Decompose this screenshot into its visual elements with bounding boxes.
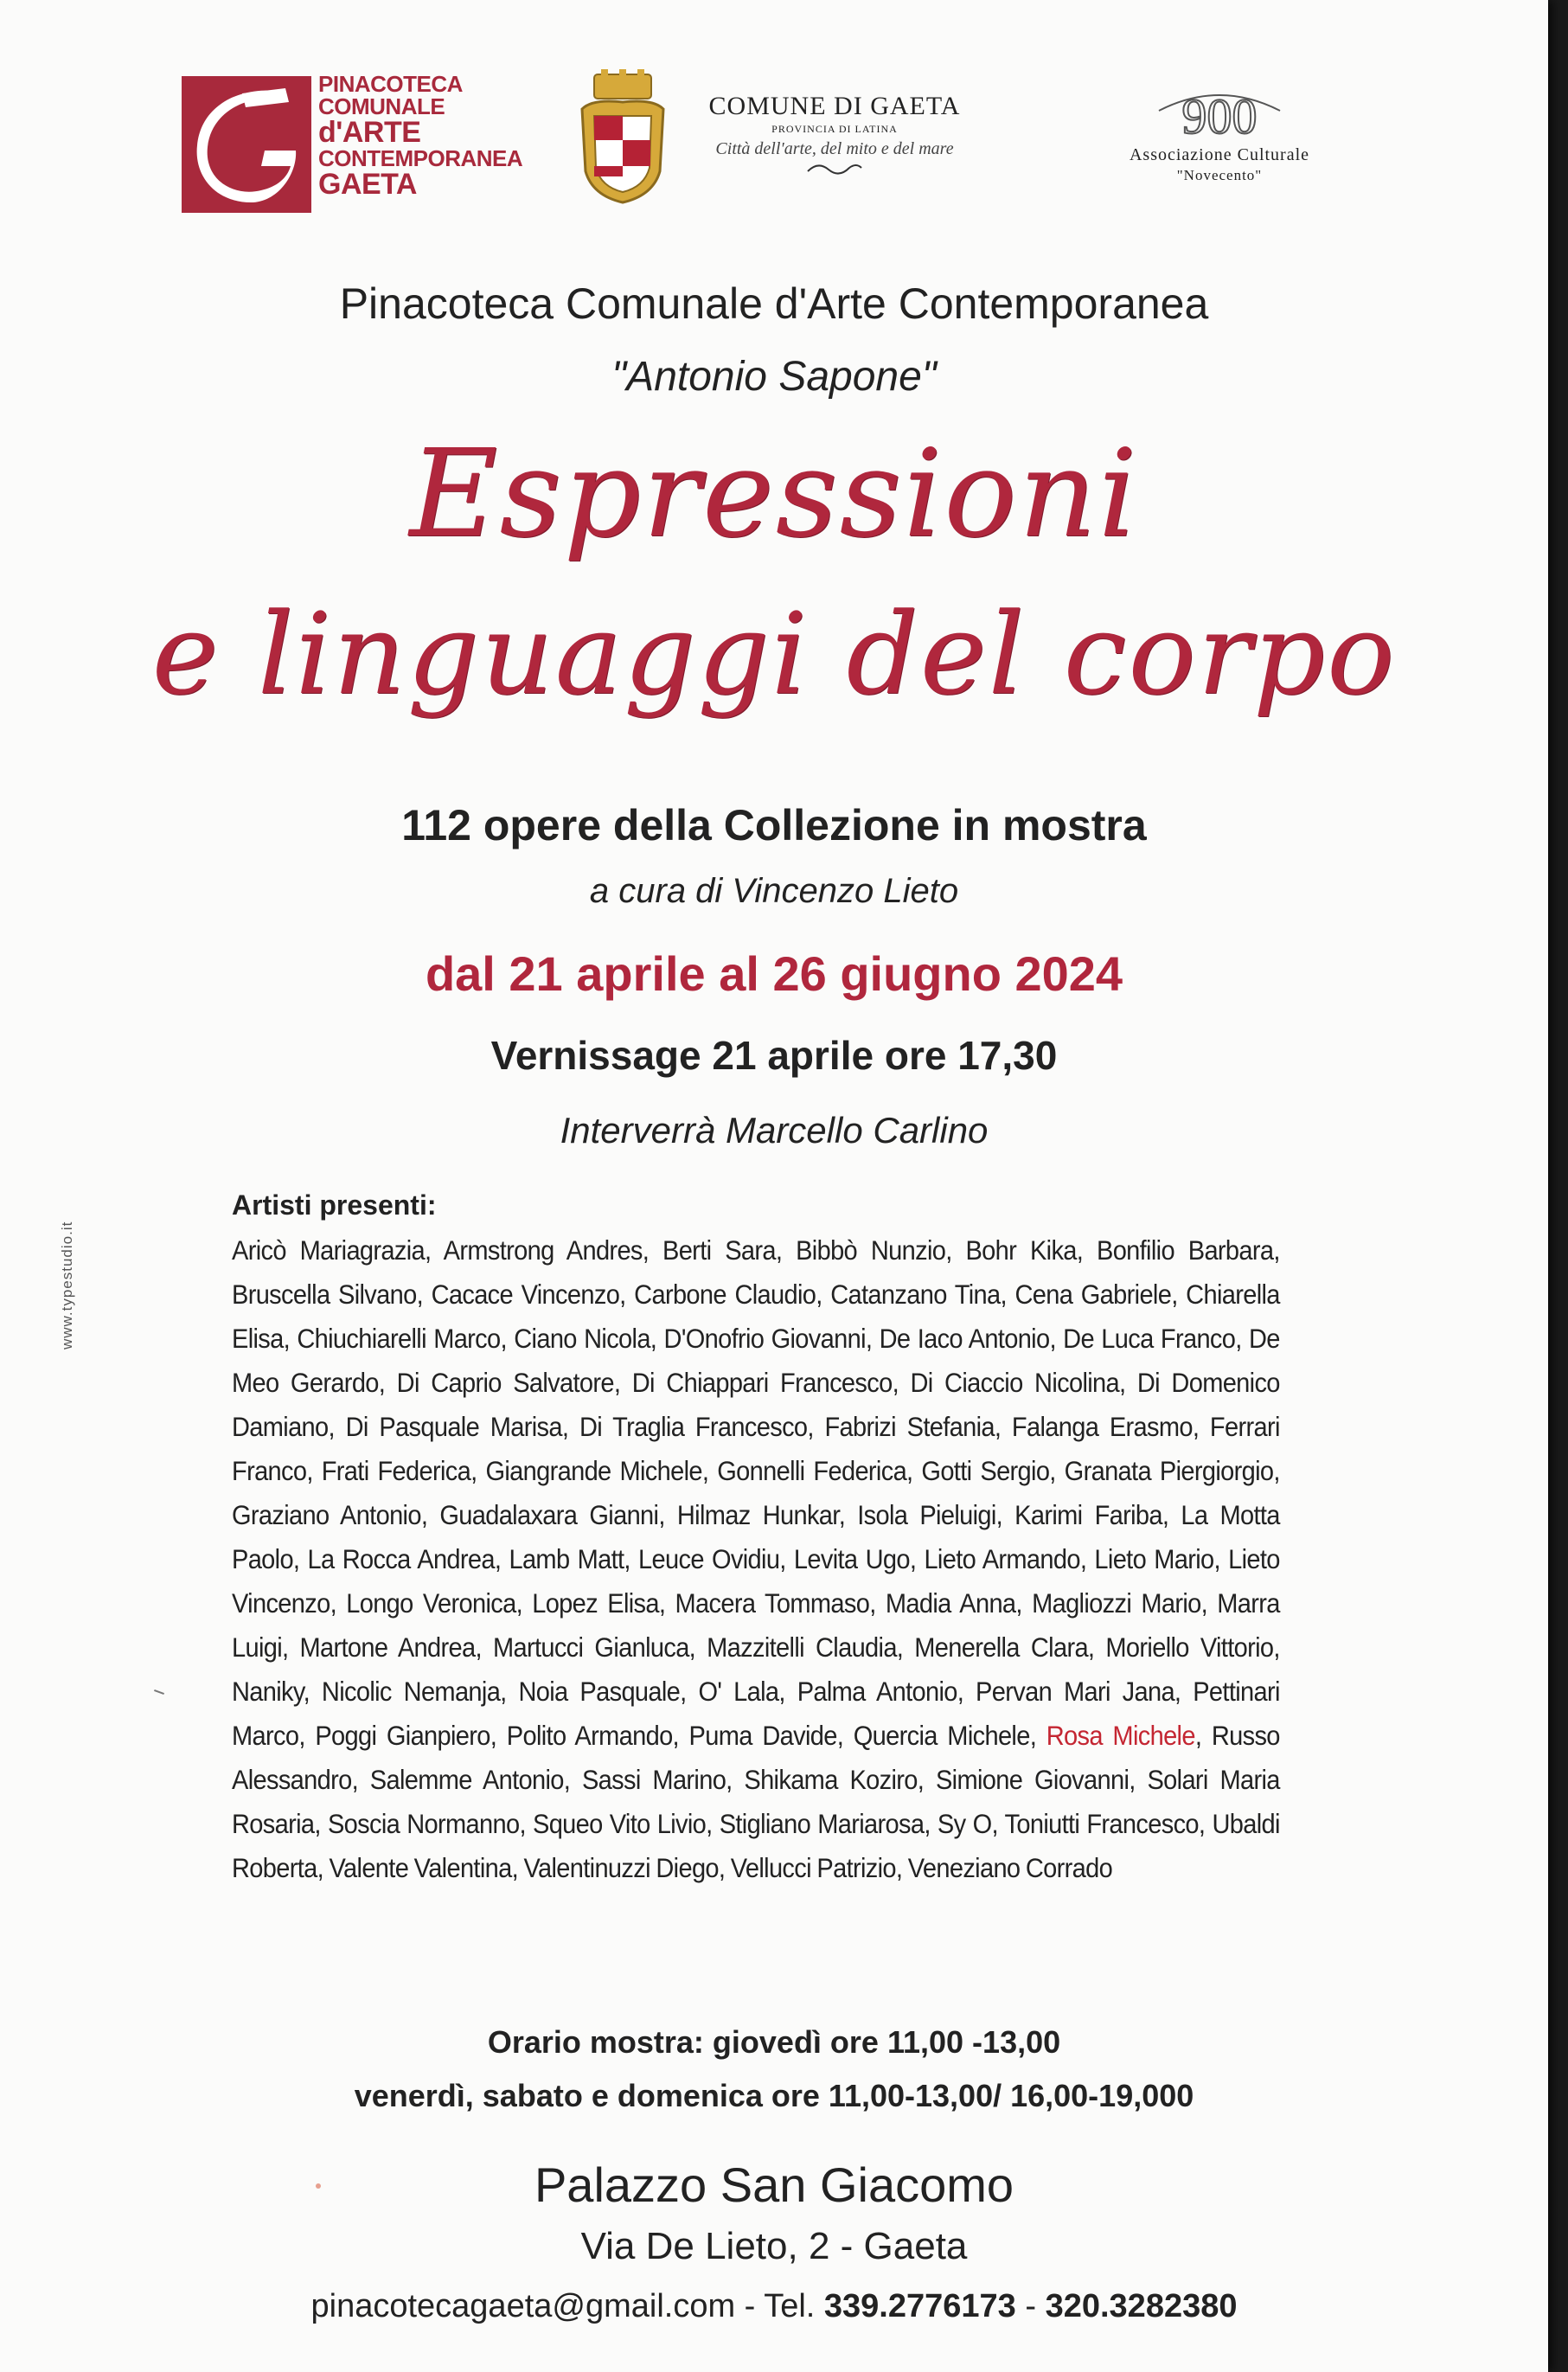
pinacoteca-logo-mark (182, 76, 311, 213)
speaker: Interverrà Marcello Carlino (560, 1110, 989, 1151)
artists-section (232, 1189, 1280, 1890)
wave-icon (804, 159, 865, 178)
institution-title: Pinacoteca Comunale d'Arte Contemporanea (339, 279, 1209, 328)
associazione-logo (1090, 85, 1349, 184)
contact-email[interactable]: pinacotecagaeta@gmail.com (310, 2288, 736, 2324)
print-dot (316, 2183, 321, 2189)
novecento-number: 900 (1181, 88, 1258, 144)
contact-phone1[interactable]: 339.2776173 (823, 2288, 1016, 2324)
comune-province: PROVINCIA DI LATINA (771, 123, 898, 135)
hours-line2: venerdì, sabato e domenica ore 11,00-13,00/ 16,00-19,000 (354, 2078, 1194, 2113)
artists-list-part: , Russo Alessandro, Salemme Antonio, Sassi Marino, Shikama Koziro, Simione Giovanni, Solari Maria Rosaria, Soscia Normanno, Squeo Vito Livio, Stigliano Mariarosa, Sy O, Toniutti Francesco, Ubaldi Roberta, Valente Valentina, Valentinuzzi Diego, Vellucci Patrizio, Veneziano Corrado (232, 1721, 1280, 1883)
logo-line: d'ARTE (318, 116, 421, 149)
contact-phone2[interactable]: 320.3282380 (1045, 2288, 1238, 2324)
exhibition-curator: a cura di Vincenzo Lieto (589, 872, 959, 910)
pinacoteca-logo-text (318, 71, 523, 201)
contact-separator: - (1015, 2288, 1046, 2324)
print-mark (154, 1689, 164, 1695)
gaeta-crest-icon (575, 69, 670, 208)
artists-list-part: Aricò Mariagrazia, Armstrong Andres, Berti Sara, Bibbò Nunzio, Bohr Kika, Bonfilio Barbara, Bruscella Silvano, Cacace Vincenzo, Carbone Claudio, Catanzano Tina, Cena Gabriele, Chiarella Elisa, Chiuchiarelli Marco, Ciano Nicola, D'Onofrio Giovanni, De Iaco Antonio, De Luca Franco, De Meo Gerardo, Di Caprio Salvatore, Di Chiappari Francesco, Di Ciaccio Nicolina, Di Domenico Damiano, Di Pasquale Marisa, Di Traglia Francesco, Fabrizi Stefania, Falanga Erasmo, Ferrari Franco, Frati Federica, Giangrande Michele, Gonnelli Federica, Gotti Sergio, Granata Piergiorgio, Graziano Antonio, Guadalaxara Gianni, Hilmaz Hunkar, Isola Pieluigi, Karimi Fariba, La Motta Paolo, La Rocca Andrea, Lamb Matt, Leuce Ovidiu, Levita Ugo, Lieto Armando, Lieto Mario, Lieto Vincenzo, Longo Veronica, Lopez Elisa, Macera Tommaso, Madia Anna, Magliozzi Mario, Marra Luigi, Martone Andrea, Martucci Gianluca, Mazzitelli Claudia, Menerella Clara, Moriello Vittorio, Naniky, Nicolic Nemanja, Noia Pasquale, O' Lala, Palma Antonio, Pervan Mari Jana, Pettinari Marco, Poggi Gianpiero, Polito Armando, Puma Davide, Quercia Michele, (232, 1235, 1280, 1751)
venue-address: Via De Lieto, 2 - Gaeta (580, 2225, 968, 2267)
assoc-line1: Associazione Culturale (1129, 145, 1310, 164)
artists-highlighted-name: Rosa Michele (1046, 1721, 1195, 1751)
comune-motto: Città dell'arte, del mito e del mare (715, 139, 954, 158)
logo-line: CONTEMPORANEA (318, 145, 523, 171)
assoc-line2: "Novecento" (1176, 167, 1263, 183)
comune-logo-text (683, 92, 986, 183)
contact-line (0, 2288, 1548, 2325)
venue-name: Palazzo San Giacomo (534, 2157, 1014, 2212)
exhibition-subtitle: 112 opere della Collezione in mostra (401, 801, 1147, 849)
artists-heading: Artisti presenti: (232, 1189, 437, 1221)
logo-line: COMUNALE (318, 93, 445, 119)
institution-dedication: "Antonio Sapone" (611, 354, 937, 400)
pinacoteca-logo (182, 71, 523, 213)
comune-title: COMUNE DI GAETA (708, 92, 961, 120)
logo-line: GAETA (318, 168, 417, 201)
exhibition-title-line2: e linguaggi del corpo (151, 588, 1397, 720)
exhibition-dates: dal 21 aprile al 26 giugno 2024 (425, 946, 1123, 1001)
logo-line: PINACOTECA (318, 71, 463, 97)
side-credit: www.typestudio.it (59, 1221, 75, 1349)
artists-list (232, 1228, 1280, 1890)
novecento-mark-icon (1150, 85, 1289, 145)
contact-tel-label: - Tel. (735, 2288, 824, 2324)
hours-line1: Orario mostra: giovedì ore 11,00 -13,00 (487, 2024, 1061, 2060)
exhibition-title-line1: Espressioni (409, 424, 1139, 565)
vernissage: Vernissage 21 aprile ore 17,30 (490, 1033, 1058, 1078)
